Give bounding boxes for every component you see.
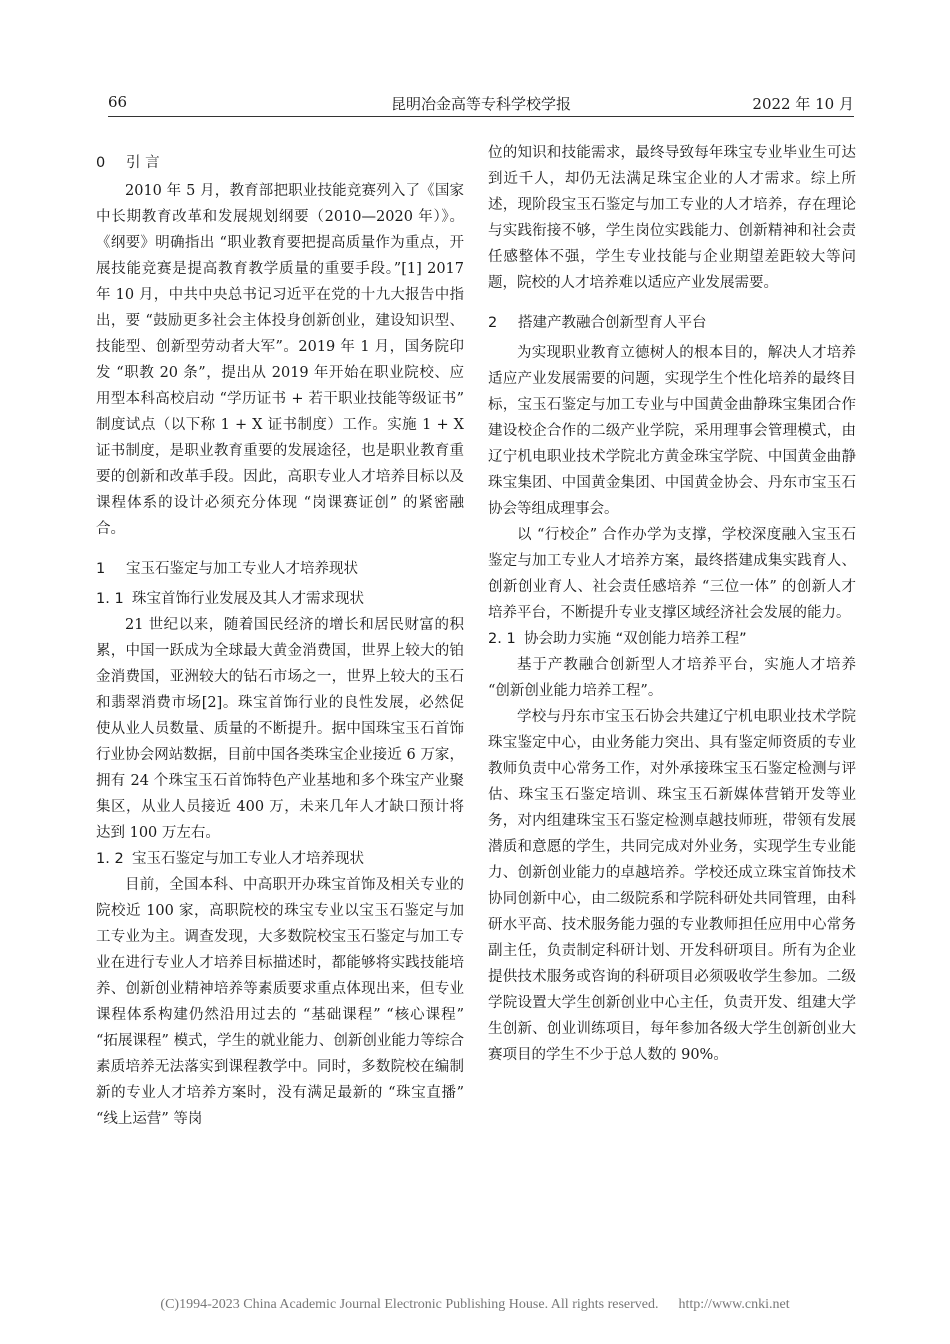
section-1-heading: 1 宝玉石鉴定与加工专业人才培养现状	[96, 561, 358, 577]
subsection-1-2-paragraph: 目前，全国本科、中高职开办珠宝首饰及相关专业的院校近 100 家，高职院校的珠宝专业以宝玉石鉴定与加工专业为主。调查发现，大多数院校宝玉石鉴定与加工专业在进行专业人才培养目标描述时，都能够将实践技能培养、创新创业精神培养等素质要求重点体现出来，但专业课程体系构建仍然沿用过去的 “基础课程” “核心课程” “拓展课程” 模式，学生的就业能力、创新创业能力等综合素质培养无法落实到课程教学中。同时，多数院校在编制新的专业人才培养方案时，没有满足最新的 “珠宝直播” “线上运营” 等岗	[96, 877, 464, 1127]
page-header	[108, 88, 854, 117]
issue-date: 2022 年 10 月	[752, 95, 854, 113]
left-column	[96, 140, 464, 1132]
subsection-1-1-paragraph: 21 世纪以来，随着国民经济的增长和居民财富的积累，中国一跃成为全球最大黄金消费国，世界上较大的铂金消费国，亚洲较大的钻石市场之一，世界上较大的玉石和翡翠消费市场[2]。珠宝首饰行业的良性发展，必然促使从业人员数量、质量的不断提升。据中国珠宝玉石首饰行业协会网站数据，目前中国各类珠宝企业接近 6 万家，拥有 24 个珠宝玉石首饰特色产业基地和多个珠宝产业聚集区，从业人员接近 400 万，未来几年人才缺口预计将达到 100 万左右。	[96, 617, 464, 841]
right-column	[488, 140, 856, 1068]
subsection-1-2-continued: 位的知识和技能需求，最终导致每年珠宝专业毕业生可达到近千人，却仍无法满足珠宝企业的人才需求。综上所述，现阶段宝玉石鉴定与加工专业的人才培养，存在理论与实践衔接不够，学生岗位实践能力、创新精神和社会责任感整体不强，学生专业技能与企业期望差距较大等问题，院校的人才培养难以适应产业发展需要。	[488, 145, 856, 291]
subsection-2-1-paragraph-1: 基于产教融合创新型人才培养平台，实施人才培养 “创新创业能力培养工程”。	[488, 657, 856, 699]
page-number: 66	[108, 93, 128, 111]
intro-paragraph: 2010 年 5 月，教育部把职业技能竞赛列入了《国家中长期教育改革和发展规划纲要（2010—2020 年）》。《纲要》明确指出 “职业教育要把提高质量作为重点，开展技能竞赛是提高教育教学质量的重要手段。”[1] 2017 年 10 月，中共中央总书记习近平在党的十九大报告中指出，要 “鼓励更多社会主体投身创新创业，建设知识型、技能型、创新型劳动者大军”。2019 年 1 月，国务院印发 “职教 20 条”，提出从 2019 年开始在职业院校、应用型本科高校启动 “学历证书 + 若干职业技能等级证书” 制度试点（以下称 1 + X 证书制度）工作。实施 1 + X 证书制度，是职业教育重要的发展途径，也是职业教育重要的创新和改革手段。因此，高职专业人才培养目标以及课程体系的设计必须充分体现 “岗课赛证创” 的紧密融合。	[96, 183, 464, 537]
section-0-heading: 0 引 言	[96, 155, 160, 171]
section-2-paragraph-2: 以 “行校企” 合作办学为支撑，学校深度融入宝玉石鉴定与加工专业人才培养方案，最终搭建成集实践育人、创新创业育人、社会责任感培养 “三位一体” 的创新人才培养平台，不断提升专业支撑区域经济社会发展的能力。	[488, 527, 856, 621]
subsection-1-1-heading: 1. 1 珠宝首饰行业发展及其人才需求现状	[96, 591, 364, 607]
page-footer	[0, 1297, 950, 1313]
section-2-heading: 2 搭建产教融合创新型育人平台	[488, 315, 707, 331]
section-2-paragraph-1: 为实现职业教育立德树人的根本目的，解决人才培养适应产业发展需要的问题，实现学生个性化培养的最终目标，宝玉石鉴定与加工专业与中国黄金曲静珠宝集团合作建设校企合作的二级产业学院，采用理事会管理模式，由辽宁机电职业技术学院北方黄金珠宝学院、中国黄金曲静珠宝集团、中国黄金集团、中国黄金协会、丹东市宝玉石协会等组成理事会。	[488, 345, 856, 517]
copyright-notice: (C)1994-2023 China Academic Journal Electronic Publishing House. All rights reserved.	[160, 1297, 659, 1312]
subsection-1-2-heading: 1. 2 宝玉石鉴定与加工专业人才培养现状	[96, 851, 364, 867]
journal-title: 昆明冶金高等专科学校学报	[390, 95, 571, 113]
subsection-2-1-heading: 2. 1 协会助力实施 “双创能力培养工程”	[488, 631, 747, 647]
subsection-2-1-paragraph-2: 学校与丹东市宝玉石协会共建辽宁机电职业技术学院珠宝鉴定中心，由业务能力突出、具有鉴定师资质的专业教师负责中心常务工作，对外承接珠宝玉石鉴定检测与评估、珠宝玉石鉴定培训、珠宝玉石新媒体营销开发等业务，对内组建珠宝玉石鉴定检测卓越技师班，带领有发展潜质和意愿的学生，共同完成对外业务，实现学生专业能力、创新创业能力的卓越培养。学校还成立珠宝首饰技术协同创新中心，由二级院系和学院科研处共同管理，由科研水平高、技术服务能力强的专业教师担任应用中心常务副主任，负责制定科研计划、开发科研项目。所有为企业提供技术服务或咨询的科研项目必须吸收学生参加。二级学院设置大学生创新创业中心主任，负责开发、组建大学生创新、创业训练项目，每年参加各级大学生创新创业大赛项目的学生不少于总人数的 90%。	[488, 709, 856, 1063]
footer-url: http://www.cnki.net	[678, 1297, 790, 1312]
